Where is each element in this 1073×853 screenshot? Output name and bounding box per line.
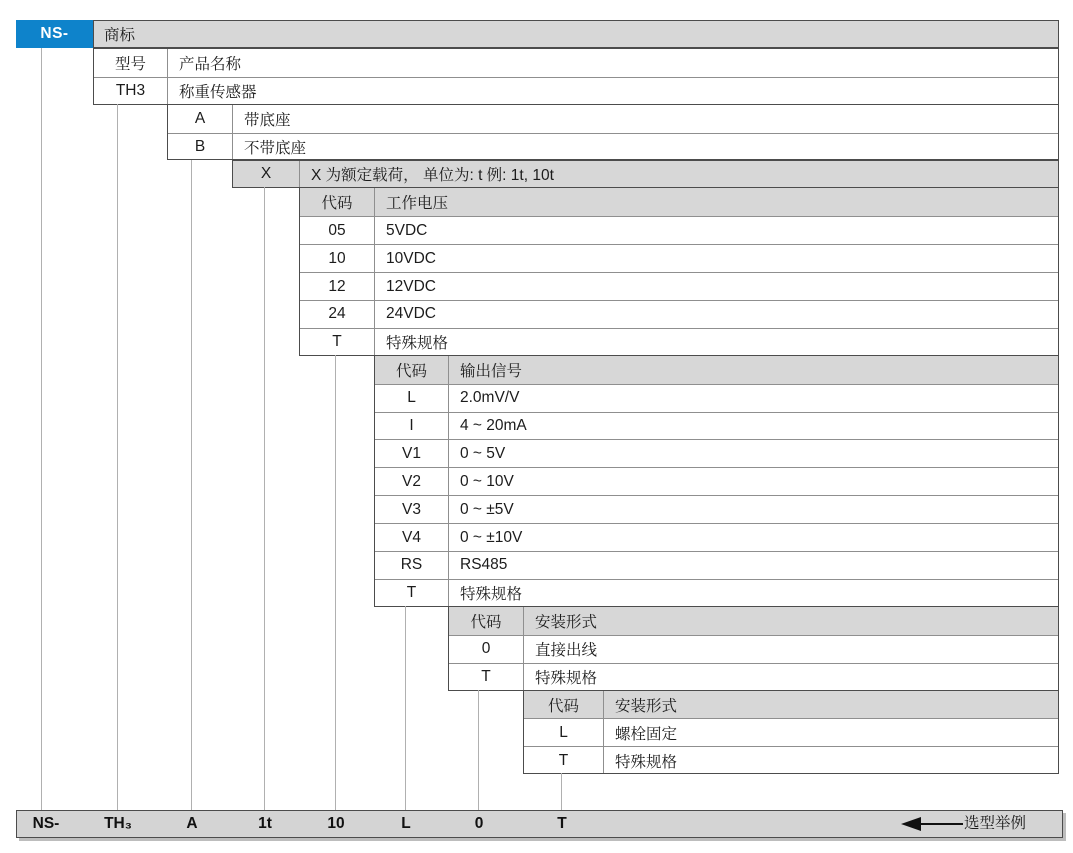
drop-line bbox=[41, 48, 42, 810]
example-item: A bbox=[186, 815, 198, 832]
table-row bbox=[524, 746, 1058, 774]
example-item: TH₃ bbox=[104, 815, 132, 832]
code-cell: 型号 bbox=[94, 49, 168, 77]
code-cell: A bbox=[168, 105, 233, 133]
code-cell: T bbox=[524, 747, 604, 774]
code-cell: X bbox=[233, 161, 300, 189]
drop-line bbox=[191, 160, 192, 811]
table-row bbox=[375, 412, 1058, 440]
code-cell: 代码 bbox=[375, 356, 449, 384]
code-cell: V2 bbox=[375, 468, 449, 495]
code-cell: 代码 bbox=[300, 188, 375, 216]
desc-cell: 0 ~ 10V bbox=[460, 472, 514, 490]
table-row bbox=[94, 77, 1058, 105]
desc-cell: 24VDC bbox=[386, 305, 436, 323]
example-item: 0 bbox=[474, 815, 484, 832]
brand-prefix-label: NS- bbox=[40, 25, 69, 42]
table-row bbox=[375, 495, 1058, 523]
desc-cell: 0 ~ ±10V bbox=[460, 528, 523, 546]
desc-cell: 不带底座 bbox=[244, 140, 307, 158]
table-row bbox=[233, 161, 1058, 189]
table-mounting2 bbox=[523, 690, 1059, 775]
table-row bbox=[375, 579, 1058, 607]
selection-example-bar bbox=[16, 810, 1063, 838]
code-cell: I bbox=[375, 413, 449, 440]
arrow-line bbox=[919, 823, 963, 825]
drop-line bbox=[264, 187, 265, 810]
table-voltage bbox=[299, 187, 1059, 355]
desc-cell: 工作电压 bbox=[386, 195, 449, 213]
desc-cell: 安装形式 bbox=[615, 697, 678, 715]
example-item: NS- bbox=[32, 815, 60, 832]
desc-cell: 带底座 bbox=[244, 111, 291, 129]
table-row bbox=[449, 635, 1058, 663]
code-cell: 10 bbox=[300, 245, 375, 272]
arrow-left-icon bbox=[901, 817, 921, 831]
drop-line bbox=[117, 104, 118, 810]
desc-cell: 10VDC bbox=[386, 249, 436, 267]
code-cell: 12 bbox=[300, 273, 375, 300]
desc-cell: 螺栓固定 bbox=[615, 725, 678, 743]
code-cell: T bbox=[375, 580, 449, 607]
example-item: T bbox=[557, 815, 567, 832]
desc-cell: 特殊规格 bbox=[535, 670, 598, 688]
desc-cell: 0 ~ ±5V bbox=[460, 500, 514, 518]
table-row bbox=[375, 523, 1058, 551]
table-row bbox=[168, 133, 1058, 161]
drop-line bbox=[561, 773, 562, 810]
table-output bbox=[374, 355, 1059, 607]
code-cell: 代码 bbox=[449, 607, 524, 635]
code-cell: T bbox=[300, 329, 375, 356]
table-row bbox=[300, 216, 1058, 244]
code-cell: 05 bbox=[300, 217, 375, 244]
table-row bbox=[375, 551, 1058, 579]
table-row bbox=[449, 663, 1058, 691]
desc-cell: RS485 bbox=[460, 556, 508, 574]
desc-cell: 特殊规格 bbox=[615, 753, 678, 771]
table-row bbox=[300, 300, 1058, 328]
code-cell: 0 bbox=[449, 636, 524, 663]
desc-cell: 特殊规格 bbox=[386, 335, 449, 353]
table-row bbox=[168, 105, 1058, 133]
desc-cell: 4 ~ 20mA bbox=[460, 417, 527, 435]
desc-cell: 5VDC bbox=[386, 221, 428, 239]
code-cell: RS bbox=[375, 552, 449, 579]
brand-prefix-cell bbox=[16, 20, 93, 48]
code-cell: V3 bbox=[375, 496, 449, 523]
desc-cell: 2.0mV/V bbox=[460, 389, 520, 407]
table-model bbox=[93, 48, 1059, 105]
code-cell: B bbox=[168, 134, 233, 161]
table-row bbox=[300, 328, 1058, 356]
brand-label-cell bbox=[93, 20, 1059, 48]
table-row bbox=[300, 244, 1058, 272]
code-cell: TH3 bbox=[94, 78, 168, 105]
table-row bbox=[300, 188, 1058, 216]
desc-cell: 产品名称 bbox=[179, 55, 242, 73]
table-base bbox=[167, 104, 1059, 161]
table-row bbox=[524, 718, 1058, 746]
desc-cell: X 为额定载荷， 单位为: t 例: 1t, 10t bbox=[311, 167, 554, 185]
code-cell: 代码 bbox=[524, 691, 604, 719]
table-row bbox=[375, 467, 1058, 495]
example-item: L bbox=[401, 815, 411, 832]
table-row bbox=[449, 607, 1058, 635]
desc-cell: 输出信号 bbox=[460, 362, 523, 380]
desc-cell: 直接出线 bbox=[535, 642, 598, 660]
brand-label-text: 商标 bbox=[104, 27, 136, 44]
code-cell: L bbox=[375, 385, 449, 412]
table-row bbox=[375, 439, 1058, 467]
desc-cell: 安装形式 bbox=[535, 613, 598, 631]
code-cell: T bbox=[449, 664, 524, 691]
example-item: 10 bbox=[327, 815, 345, 832]
code-cell: 24 bbox=[300, 301, 375, 328]
table-capacity bbox=[232, 160, 1059, 189]
table-mounting1 bbox=[448, 606, 1059, 691]
example-item: 1t bbox=[258, 815, 272, 832]
desc-cell: 称重传感器 bbox=[179, 84, 257, 102]
code-cell: V1 bbox=[375, 440, 449, 467]
code-cell: L bbox=[524, 719, 604, 746]
code-cell: V4 bbox=[375, 524, 449, 551]
drop-line bbox=[405, 606, 406, 810]
table-row bbox=[94, 49, 1058, 77]
drop-line bbox=[478, 690, 479, 810]
table-row bbox=[300, 272, 1058, 300]
desc-cell: 特殊规格 bbox=[460, 586, 523, 604]
example-caption: 选型举例 bbox=[964, 815, 1027, 832]
desc-cell: 0 ~ 5V bbox=[460, 444, 506, 462]
desc-cell: 12VDC bbox=[386, 277, 436, 295]
table-row bbox=[375, 356, 1058, 384]
drop-line bbox=[335, 355, 336, 810]
table-row bbox=[524, 691, 1058, 719]
table-row bbox=[375, 384, 1058, 412]
